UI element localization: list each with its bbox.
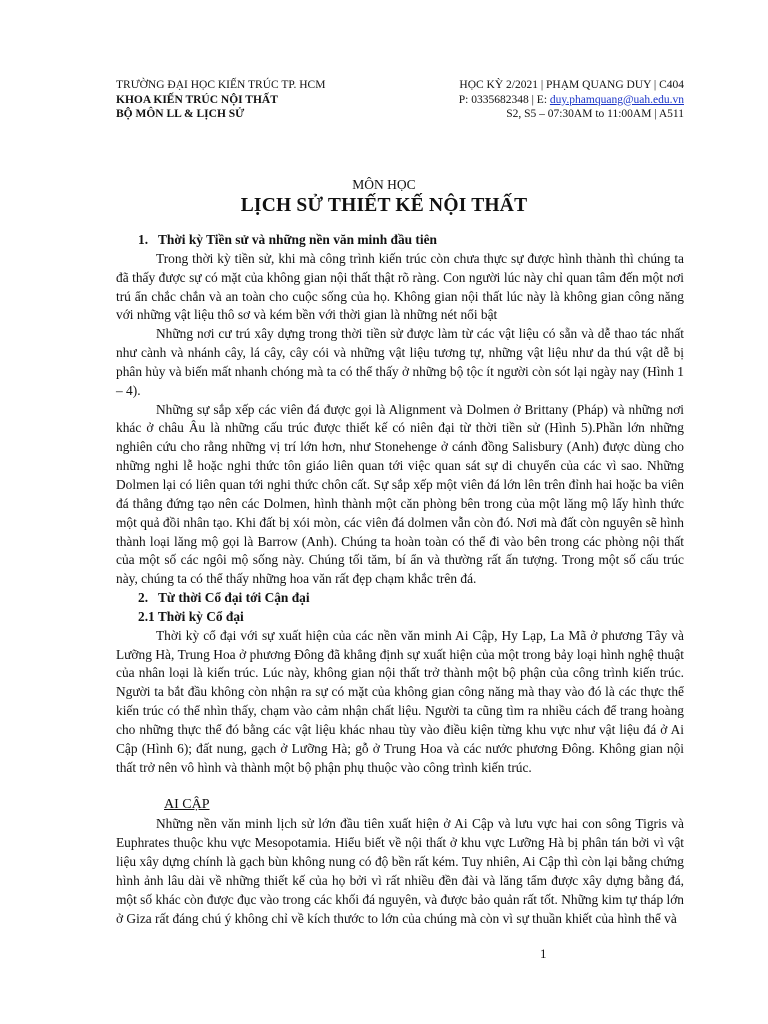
semester-instructor: HỌC KỲ 2/2021 | PHẠM QUANG DUY | C404 (459, 79, 684, 91)
department-name: BỘ MÔN LL & LỊCH SỬ (116, 108, 245, 121)
section-heading-1 (116, 231, 684, 250)
paragraph: Thời kỳ cổ đại với sự xuất hiện của các nền văn minh Ai Cập, Hy Lạp, La Mã ở phương Tây và Lưỡng Hà, Trung Hoa ở phương Đông đã khẳng định sự xuất hiện của một trong bảy loại hình nghệ thuật của nhân loại là kiến trúc. Lúc này, không gian nội thất trở thành một bộ phận của công trình kiến trúc. Người ta bắt đầu không còn nhận ra sự có mặt của không gian công năng mà thay vào đó là các thực thể kiến trúc có thể nhìn thấy, chạm vào cảm nhận chất liệu. Người ta cũng tìm ra nhiều cách để trang hoàng cho những thực thể đó bằng các vật liệu khác nhau tùy vào điều kiện từng khu vực như vật liệu đá ở Ai Cập (Hình 6); đất nung, gạch ở Lưỡng Hà; gỗ ở Trung Hoa và các nước phương Đông. Không gian nội thất trở nên vô hình và thành một bộ phận phụ thuộc vào công trình kiến trúc. (116, 627, 684, 775)
phone-label: P: 0335682348 | E: (458, 93, 550, 106)
faculty-name: KHOA KIẾN TRÚC NỘI THẤT (116, 93, 278, 106)
section-heading-2 (116, 589, 684, 608)
page-number: 1 (540, 946, 547, 961)
email-link[interactable]: duy.phamquang@uah.edu.vn (549, 93, 684, 106)
header-right (459, 78, 684, 122)
subject-label: MÔN HỌC (352, 177, 416, 192)
section-number: 1. (138, 232, 149, 247)
paragraph: Trong thời kỳ tiền sử, khi mà công trình kiến trúc còn chưa thực sự được hình thành thì chúng ta đã thấy được sự có mặt của không gian nội thất thật rõ ràng. Con người lúc này chỉ quan tâm đến một nơi trú ẩn chắc chắn và an toàn cho cuộc sống của họ. Không gian nội thất lúc này là không gian công năng với những vật liệu thô sơ và kém bền với thời gian là những nét nổi bật (116, 250, 684, 323)
section-title: Thời kỳ Tiền sử và những nền văn minh đầu tiên (158, 232, 438, 247)
section-heading-egypt: AI CẬP (164, 797, 210, 813)
schedule-line: S2, S5 – 07:30AM to 11:00AM | A511 (506, 108, 684, 121)
university-name: TRƯỜNG ĐẠI HỌC KIẾN TRÚC TP. HCM (116, 79, 326, 91)
header-left (116, 78, 325, 122)
paragraph: Những nền văn minh lịch sử lớn đầu tiên xuất hiện ở Ai Cập và lưu vực hai con sông Tigris và Euphrates thuộc khu vực Mesopotamia. Hiểu biết về nội thất ở khu vực Lưỡng Hà bị phân tán bởi vì vật liệu xây dựng chính là gạch bùn không nung có độ bền rất kém. Tuy nhiên, Ai Cập thì còn lại bằng chứng hình ảnh lâu dài về những thiết kế của họ bởi vì rất nhiều đền đài và lăng tẩm được xây dựng bằng đá, một số khác còn được đục vào trong các khối đá nguyên, và được bảo quản rất tốt. Những kim tự tháp lớn ở Giza rất đáng chú ý không chỉ về kích thước to lớn của chúng mà còn vì sự thuần khiết của hình thể và (116, 816, 684, 926)
course-title: LỊCH SỬ THIẾT KẾ NỘI THẤT (240, 195, 528, 216)
section-number: 2. (138, 590, 149, 606)
document-body (116, 231, 684, 928)
section-title: Từ thời Cổ đại tới Cận đại (158, 590, 310, 606)
paragraph: Những nơi cư trú xây dựng trong thời tiền sử được làm từ các vật liệu có sẵn và dễ thao tác nhất như cành và nhánh cây, lá cây, cây cói và những vật liệu tương tự, những vật liệu như da thú vật dễ bị phân hủy và biến mất nhanh chóng mà ta có thể thấy ở những bộ tộc ít người còn sót lại ngày nay (Hình 1 – 4). (116, 326, 684, 398)
subsection-heading-2-1: 2.1 Thời kỳ Cổ đại (138, 608, 244, 624)
contact-line (459, 93, 684, 108)
paragraph: Những sự sắp xếp các viên đá được gọi là Alignment và Dolmen ở Brittany (Pháp) và những nơi khác ở châu Âu là những cấu trúc được thiết kế có niên đại từ thời tiền sử (Hình 5).Phần lớn những nghiên cứu cho rằng những vị trí lớn hơn, như Stonehenge ở cánh đồng Salisbury (Anh) được dùng cho những nghi lễ hoặc nghi thức tôn giáo liên quan tới việc quan sát sự di chuyển của các vì sao. Những Dolmen lại có liên quan tới nghi thức chôn cất. Sự sắp xếp một viên đá lớn lên trên đỉnh hai hoặc ba viên đá thẳng đứng tạo nên các Dolmen, hình thành một căn phòng bên trong của một lăng mộ lấy hình thức một quả đồi nhân tạo. Khi đất bị xói mòn, các viên đá dolmen vẫn còn đó. Nơi mà đất còn nguyên sẽ hình thành loại lăng mộ gọi là Barrow (Anh). Chúng ta hoàn toàn có thể đi vào bên trong các phòng nội thất của một số các ngôi mộ sống này. Chúng tối tăm, bí ẩn và thường rất ấn tượng. Trong một số cấu trúc này, chúng ta có thể thấy những hoa văn rất đẹp chạm khắc trên đá. (116, 401, 684, 587)
